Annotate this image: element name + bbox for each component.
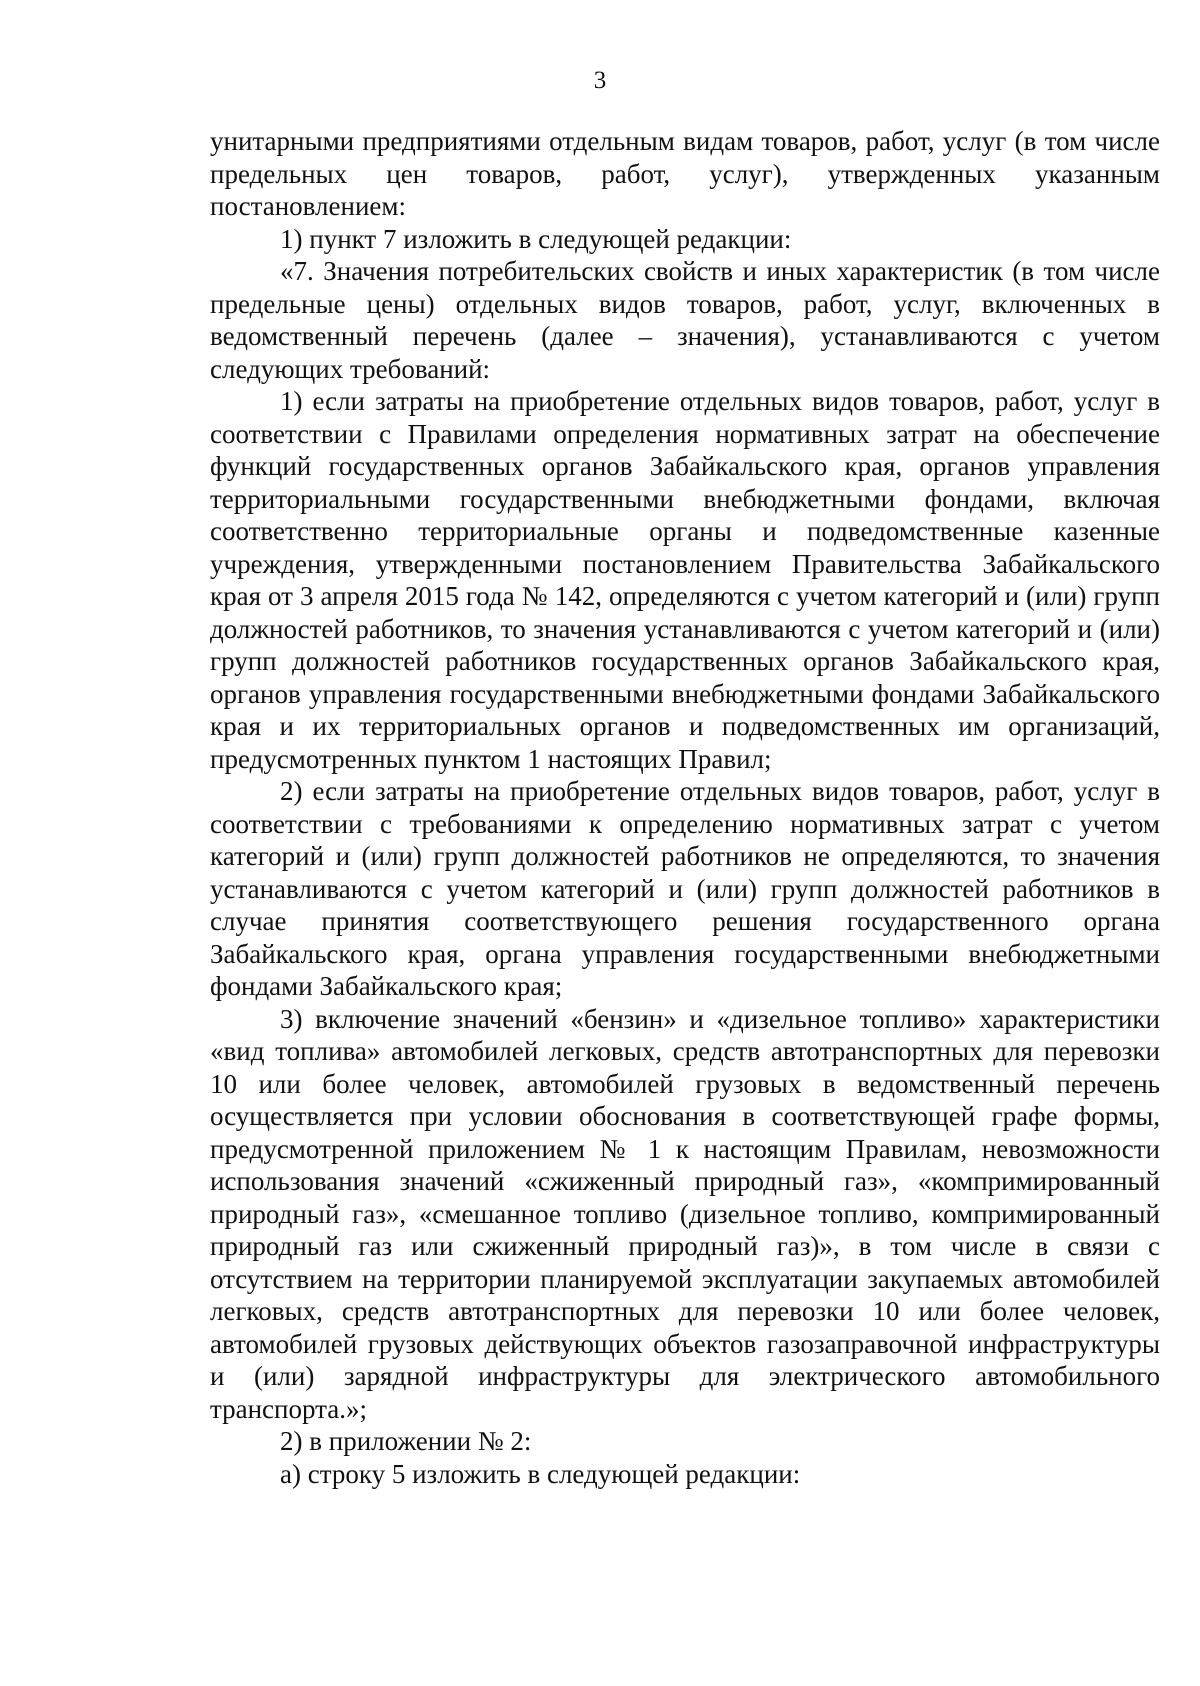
paragraph-subitem-3: 3) включение значений «бензин» и «дизельное топливо» характеристики «вид топлива» автомобилей легковых, средств автотранспортных для перевозки 10 или более человек, автомобилей грузовых в ведомственный перечень осуществляется при условии обоснования в соответствующей графе формы, предусмотренной приложением № 1 к настоящим Правилам, невозможности использования значений «сжиженный природный газ», «компримированный природный газ», «смешанное топливо (дизельное топливо, компримированный природный газ или сжиженный природный газ)», в том числе в связи с отсутствием на территории планируемой эксплуатации закупаемых автомобилей легковых, средств автотранспортных для перевозки 10 или более человек, автомобилей грузовых действующих объектов газозаправочной инфраструктуры и (или) зарядной инфраструктуры для электрического автомобильного транспорта.»; [210, 1003, 1160, 1424]
document-body [210, 125, 1160, 1490]
paragraph-subitem-2: 2) если затраты на приобретение отдельных видов товаров, работ, услуг в соответствии с требованиями к определению нормативных затрат с учетом категорий и (или) групп должностей работников не определяются, то значения устанавливаются с учетом категорий и (или) групп должностей работников в случае принятия соответствующего решения государственного органа Забайкальского края, органа управления государственными внебюджетными фондами Забайкальского края; [210, 776, 1160, 1001]
paragraph-item-a-row-5: а) строку 5 изложить в следующей редакции: [280, 1458, 801, 1489]
paragraph-item-2-appendix: 2) в приложении № 2: [280, 1426, 532, 1456]
paragraph-continuation: унитарными предприятиями отдельным видам товаров, работ, услуг (в том числе предельных цен товаров, работ, услуг), утвержденных указанным постановлением: [210, 126, 1160, 221]
paragraph-item-1-point-7: 1) пункт 7 изложить в следующей редакции: [280, 223, 792, 254]
page-number: 3 [593, 67, 607, 94]
paragraph-point-7-text: «7. Значения потребительских свойств и иных характеристик (в том числе предельные цены) отдельных видов товаров, работ, услуг, включенных в ведомственный перечень (далее – значения), устанавливаются с учетом следующих требований: [210, 256, 1160, 384]
paragraph-subitem-1: 1) если затраты на приобретение отдельных видов товаров, работ, услуг в соответствии с Правилами определения нормативных затрат на обеспечение функций государственных органов Забайкальского края, органов управления территориальными государственными внебюджетными фондами, включая соответственно территориальные органы и подведомственные казенные учреждения, утвержденными постановлением Правительства Забайкальского края от 3 апреля 2015 года № 142, определяются с учетом категорий и (или) групп должностей работников, то значения устанавливаются с учетом категорий и (или) групп должностей работников государственных органов Забайкальского края, органов управления государственными внебюджетными фондами Забайкальского края и их территориальных органов и подведомственных им организаций, предусмотренных пунктом 1 настоящих Правил; [210, 386, 1160, 774]
